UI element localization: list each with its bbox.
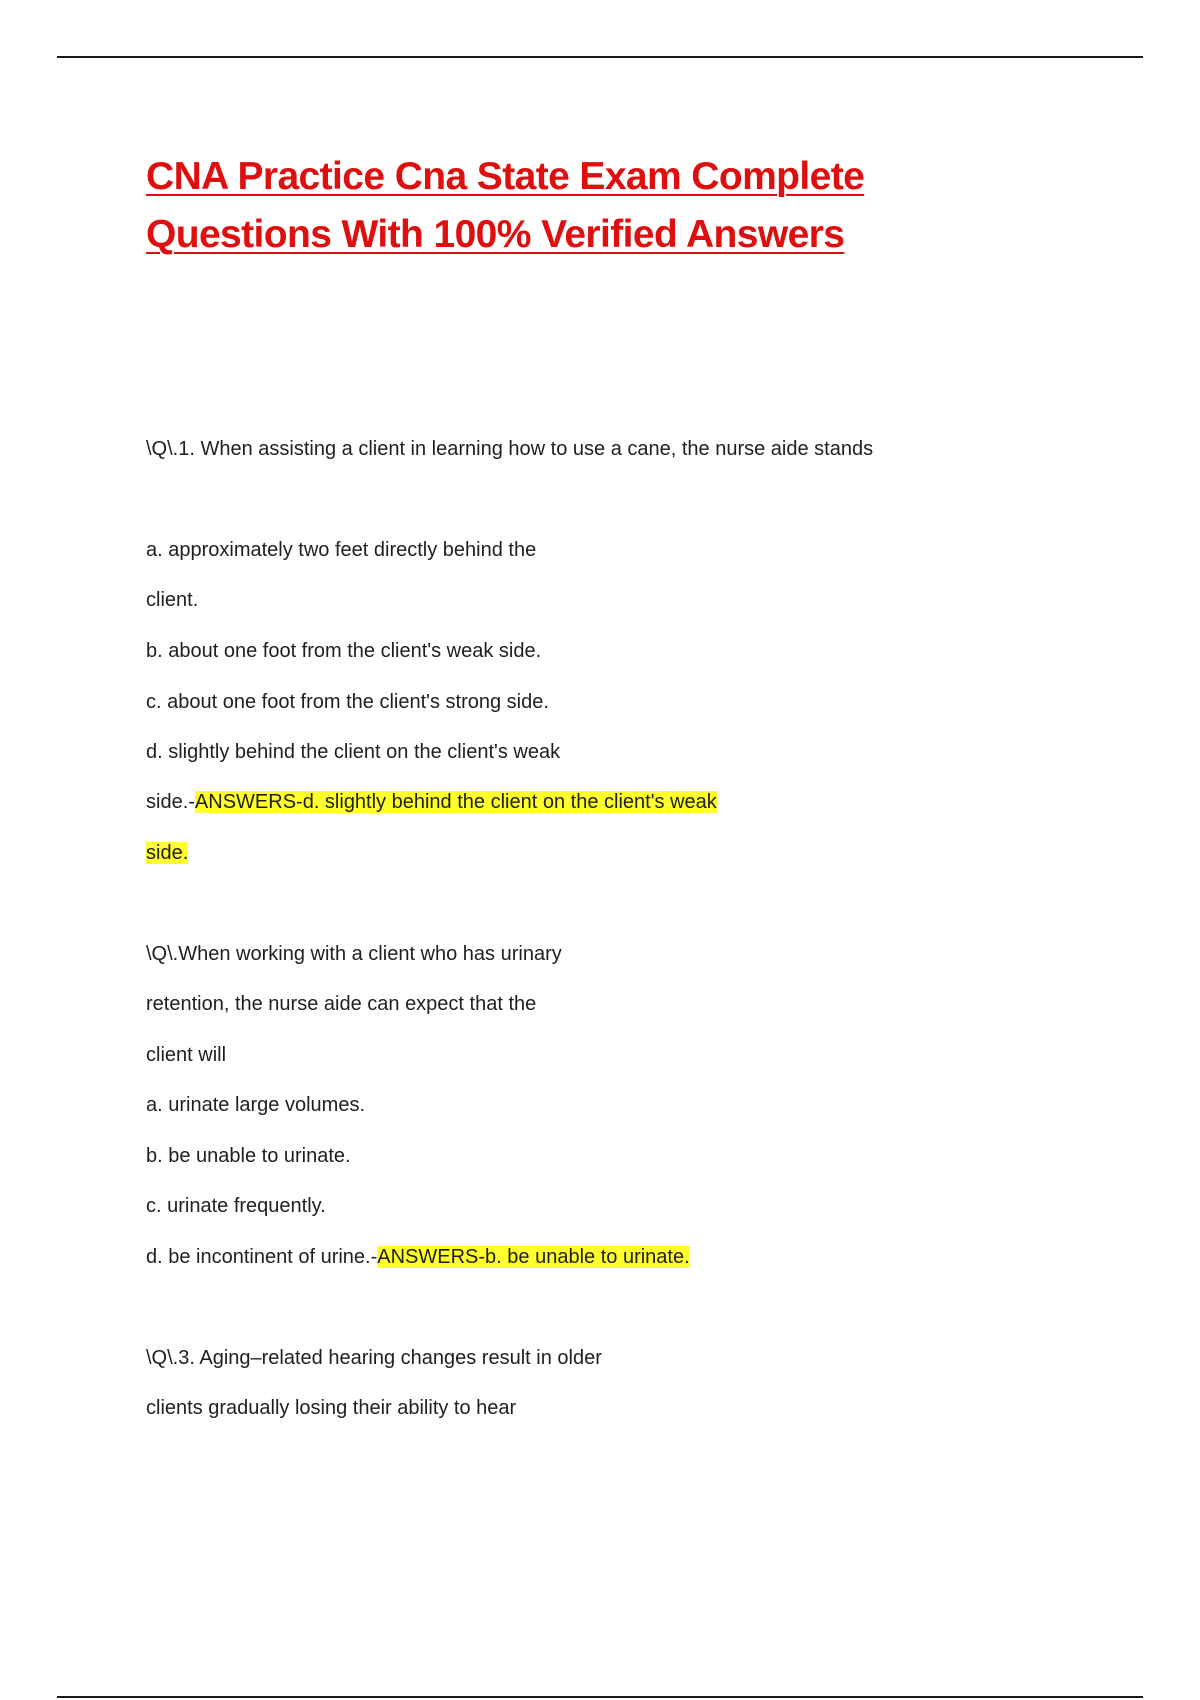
question-1-option-c: c. about one foot from the client's strong side. <box>146 691 549 713</box>
question-1-option-a: a. approximately two feet directly behind the <box>146 539 537 561</box>
question-1-answer-highlight-cont: side. <box>146 842 189 864</box>
question-2-answer-line <box>146 1243 690 1271</box>
question-1-answer-highlight: ANSWERS-d. slightly behind the client on the client's weak <box>194 791 717 813</box>
bottom-divider <box>57 1696 1143 1698</box>
question-1-answer-line <box>146 788 717 816</box>
question-1-text: \Q\.1. When assisting a client in learning how to use a cane, the nurse aide stands <box>146 438 874 460</box>
document-title <box>146 148 1046 264</box>
question-1-option-b: b. about one foot from the client's weak side. <box>146 640 542 662</box>
question-2-option-c: c. urinate frequently. <box>146 1195 326 1217</box>
title-line-2: Questions With 100% Verified Answers <box>146 213 845 256</box>
question-2-text: \Q\.When working with a client who has urinary <box>146 943 562 965</box>
top-divider <box>57 56 1143 58</box>
question-1-answer-line-2 <box>146 839 188 867</box>
question-2-text-cont-2: client will <box>146 1044 227 1066</box>
question-2-answer-prefix: d. be incontinent of urine.- <box>146 1246 378 1268</box>
question-2-answer-highlight: ANSWERS-b. be unable to urinate. <box>377 1246 690 1268</box>
question-1-option-d: d. slightly behind the client on the client's weak <box>146 741 561 763</box>
question-1-answer-prefix: side.- <box>146 791 195 813</box>
question-2-option-b: b. be unable to urinate. <box>146 1145 351 1167</box>
question-3-text-cont: clients gradually losing their ability to hear <box>146 1397 517 1419</box>
question-1-option-a-cont: client. <box>146 589 199 611</box>
question-2-option-a: a. urinate large volumes. <box>146 1094 366 1116</box>
question-2-text-cont-1: retention, the nurse aide can expect that the <box>146 993 537 1015</box>
title-line-1: CNA Practice Cna State Exam Complete <box>146 155 865 198</box>
question-3-text: \Q\.3. Aging–related hearing changes result in older <box>146 1347 602 1369</box>
